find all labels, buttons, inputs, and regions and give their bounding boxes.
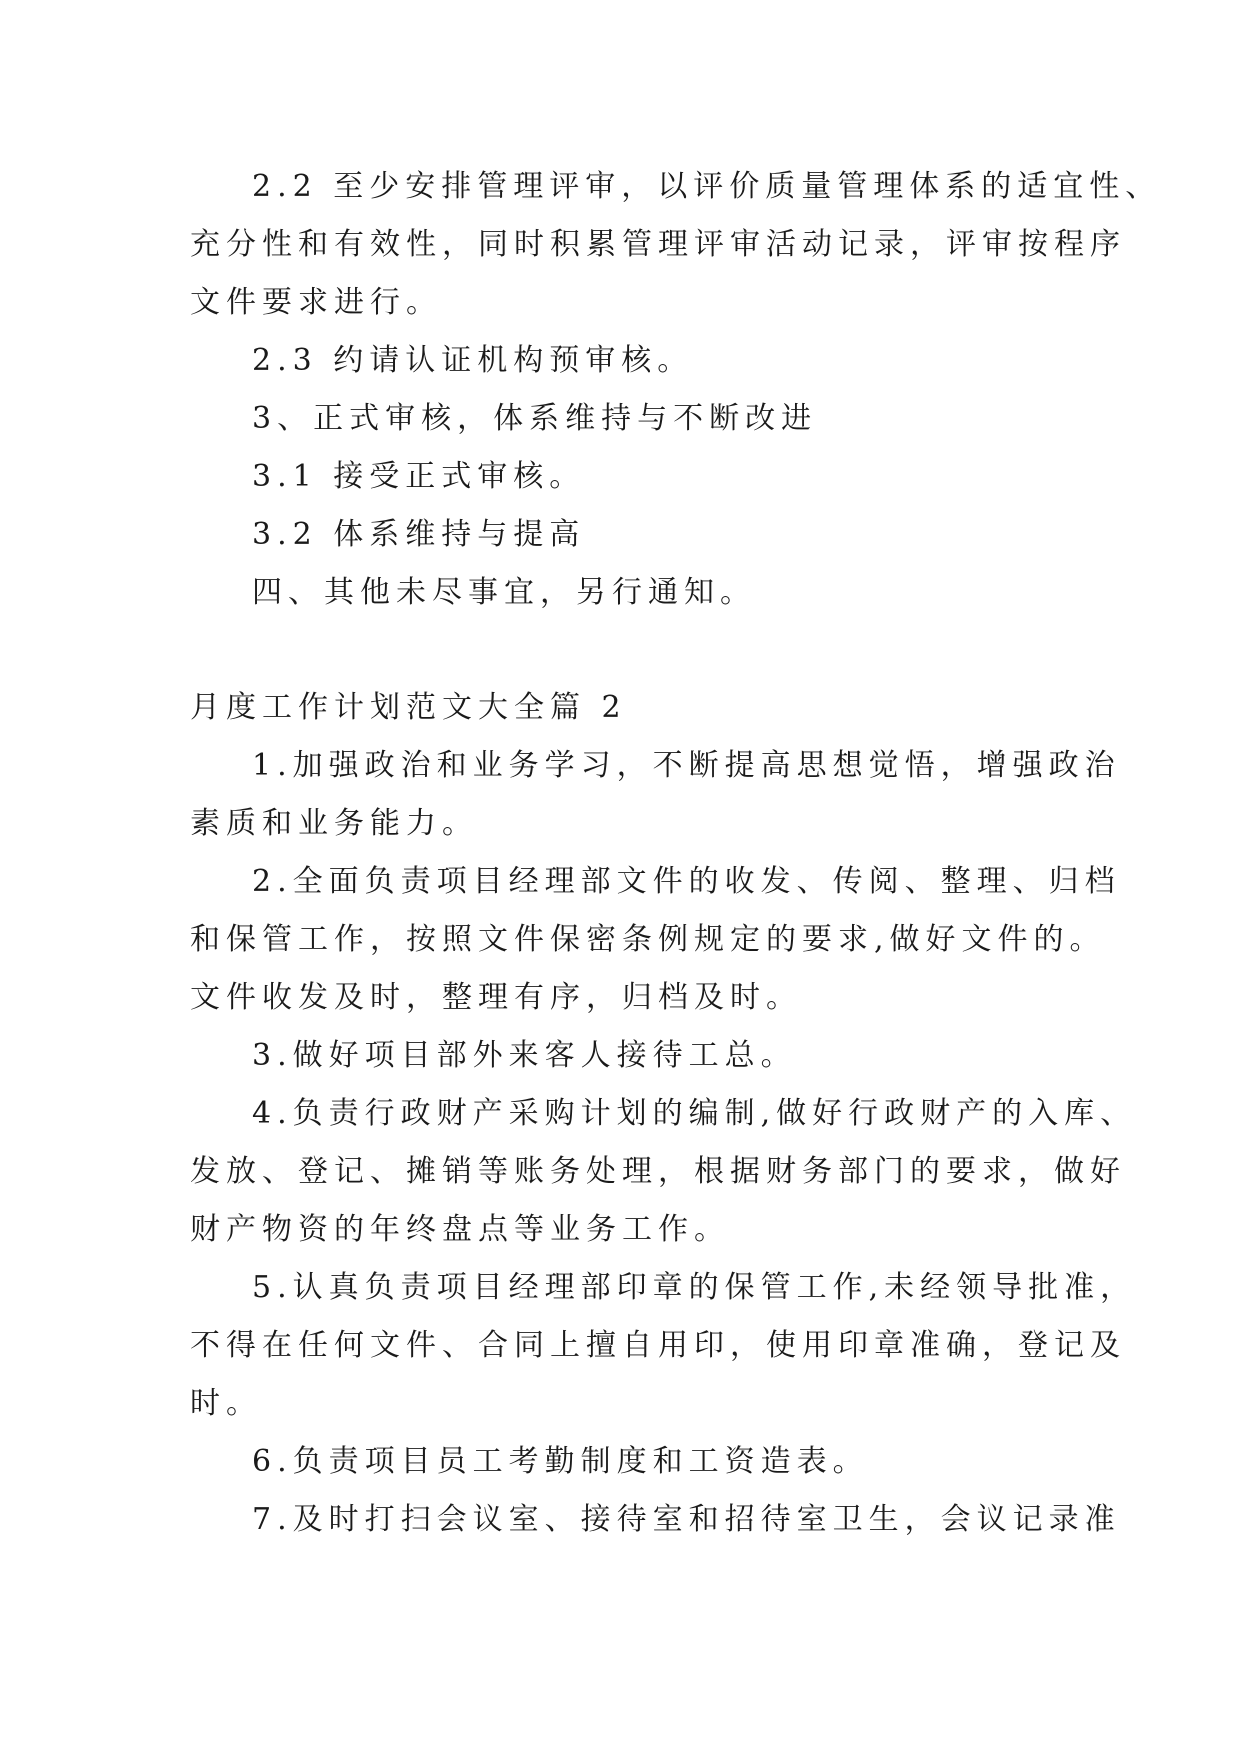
- paragraph-line: 4.负责行政财产采购计划的编制,做好行政财产的入库、: [252, 1096, 1137, 1131]
- paragraph-line: 2.全面负责项目经理部文件的收发、传阅、整理、归档: [252, 864, 1121, 899]
- paragraph-line: 3.2 体系维持与提高: [252, 517, 586, 552]
- paragraph-line: 7.及时打扫会议室、接待室和招待室卫生，会议记录准: [252, 1502, 1121, 1537]
- paragraph-line: 3.做好项目部外来客人接待工总。: [252, 1038, 797, 1073]
- paragraph-line: 财产物资的年终盘点等业务工作。: [190, 1212, 730, 1247]
- paragraph-line: 发放、登记、摊销等账务处理，根据财务部门的要求，做好: [190, 1154, 1126, 1189]
- paragraph-line: 3.1 接受正式审核。: [252, 459, 586, 494]
- paragraph-line: 2.3 约请认证机构预审核。: [252, 343, 694, 378]
- paragraph-line: 文件收发及时，整理有序，归档及时。: [190, 980, 802, 1015]
- paragraph-line: 和保管工作，按照文件保密条例规定的要求,做好文件的。: [190, 922, 1106, 957]
- paragraph-line: 充分性和有效性，同时积累管理评审活动记录，评审按程序: [190, 227, 1126, 262]
- section-heading: 3、正式审核，体系维持与不断改进: [252, 401, 818, 436]
- paragraph-line: 不得在任何文件、合同上擅自用印，使用印章准确，登记及: [190, 1328, 1126, 1363]
- paragraph-line: 6.负责项目员工考勤制度和工资造表。: [252, 1444, 869, 1479]
- paragraph-line: 文件要求进行。: [190, 285, 442, 320]
- paragraph-line: 5.认真负责项目经理部印章的保管工作,未经领导批准，: [252, 1270, 1137, 1305]
- paragraph-line: 时。: [190, 1386, 262, 1421]
- paragraph-line: 四、其他未尽事宜，另行通知。: [252, 575, 756, 610]
- paragraph-line: 1.加强政治和业务学习，不断提高思想觉悟，增强政治: [252, 748, 1121, 783]
- paragraph-line: 素质和业务能力。: [190, 806, 478, 841]
- article-title: 月度工作计划范文大全篇 2: [190, 690, 627, 725]
- paragraph-line: 2.2 至少安排管理评审，以评价质量管理体系的适宜性、: [252, 169, 1162, 204]
